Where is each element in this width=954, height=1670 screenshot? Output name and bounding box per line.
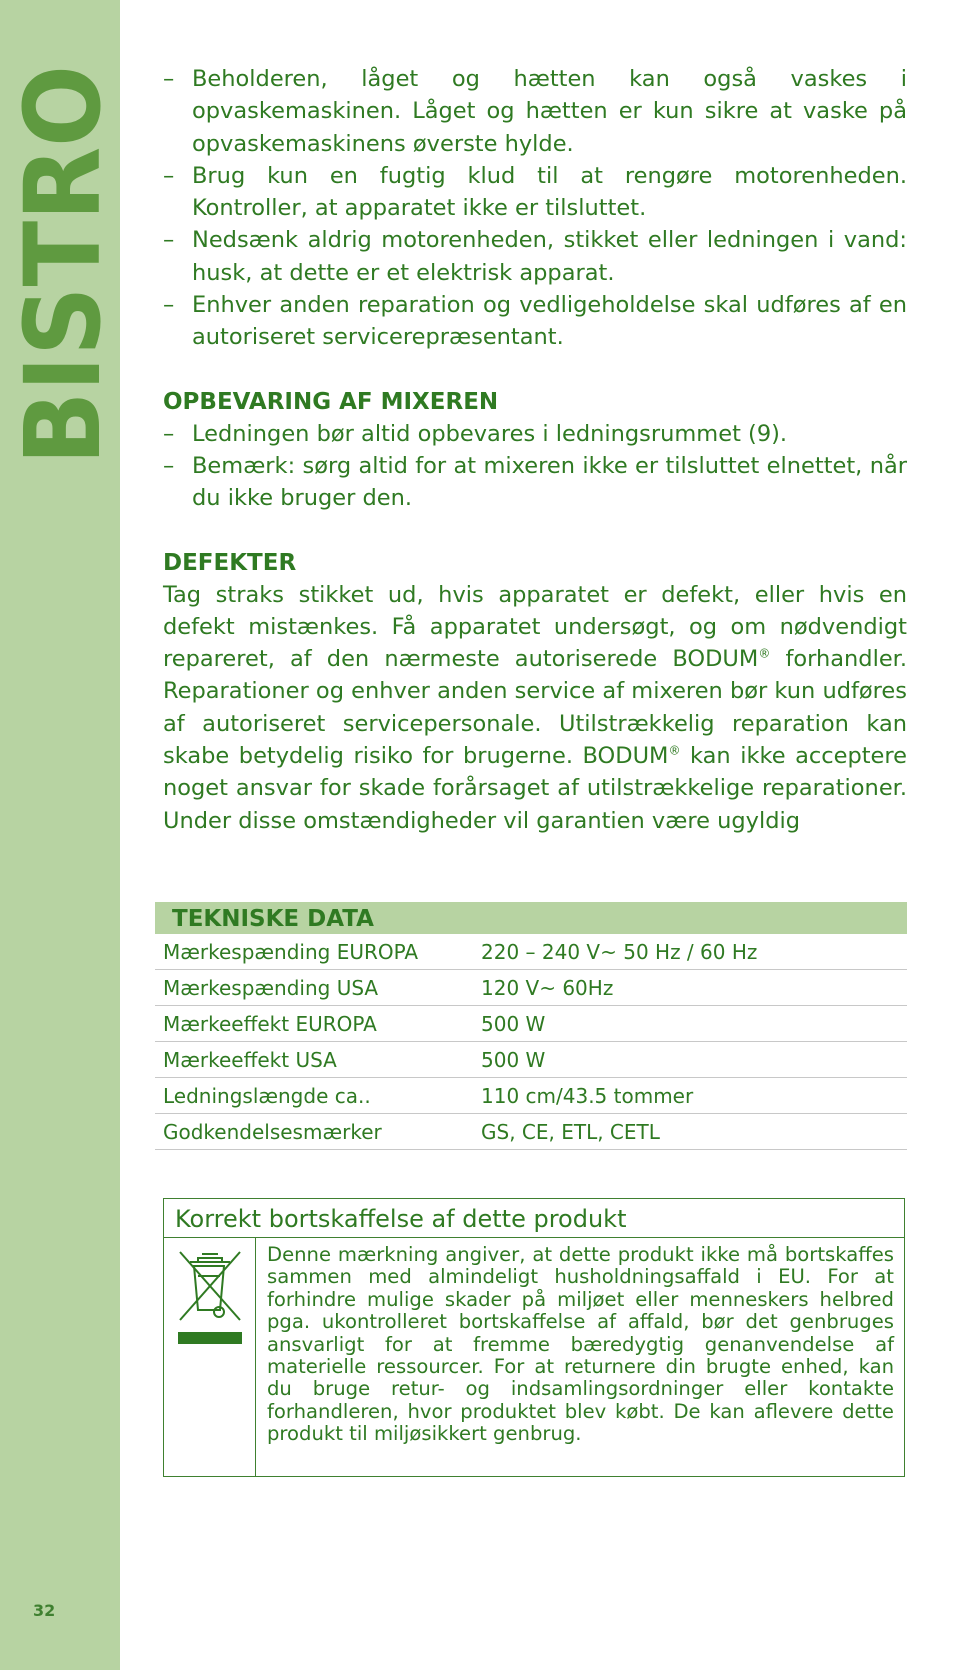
technical-data-heading: TEKNISKE DATA [155, 902, 907, 934]
spec-value: 500 W [481, 1011, 546, 1036]
defects-heading: DEFEKTER [163, 549, 297, 576]
disposal-text: Denne mærkning angiver, at dette produkt ikke må bortskaffes sammen med almindeligt husholdningsaffald i EU. For at forhindre mulige skader på miljøet eller menneskers helbred pga. ukontrolleret bortskaffelse af affald, bør det genbruges ansvarligt for at fremme bæredygtig genanvendelse af materielle ressourcer. For at returnere din brugte enhed, kan du bruge retur- og indsamlingsordninger eller kontakte forhandleren, hvor produktet blev købt. De kan aflevere dette produkt til miljøsikkert genbrug. [267, 1243, 894, 1446]
table-row [155, 934, 907, 970]
brand-logo [2, 32, 124, 467]
brand-text: BISTRO [2, 32, 124, 465]
technical-data-table [155, 902, 907, 1150]
table-row [155, 1042, 907, 1078]
sidebar [0, 0, 124, 1670]
list-item: – Brug kun en fugtig klud til at rengøre motorenheden. Kontroller, at apparatet ikke er tilsluttet. [163, 162, 907, 222]
main-content [163, 63, 907, 837]
cleaning-list [163, 63, 907, 354]
registered-mark: ® [668, 743, 681, 758]
storage-heading: OPBEVARING AF MIXEREN [163, 388, 499, 415]
table-row [155, 970, 907, 1006]
table-row [155, 1078, 907, 1114]
list-item: – Ledningen bør altid opbevares i ledningsrummet (9). [163, 420, 788, 447]
list-item: – Bemærk: sørg altid for at mixeren ikke er tilsluttet elnettet, når du ikke bruger den. [163, 452, 907, 512]
list-item: – Beholderen, låget og hætten kan også vaskes i opvaskemaskinen. Låget og hætten er kun sikre at vaske på opvaskemaskinens øverste hylde. [163, 66, 907, 157]
disposal-box [163, 1198, 905, 1477]
defects-paragraph: Tag straks stikket ud, hvis apparatet er defekt, eller hvis en defekt mistænkes. Få apparatet undersøgt, og om nødvendigt repareret, af den nærmeste autoriserede BODUM® forhandler. Reparationer og enhver anden service af mixeren bør kun udføres af autoriseret servicepersonale. Utilstrækkelig reparation kan skabe betydelig risiko for brugerne. BODUM® kan ikke acceptere noget ansvar for skade forårsaget af utilstrækkelige reparationer. Under disse omstændigheder vil garantien være ugyldig [163, 581, 908, 834]
spec-label: Mærkeeffekt USA [163, 1047, 337, 1072]
table-row [155, 1114, 907, 1150]
registered-mark: ® [758, 646, 771, 661]
spec-value: GS, CE, ETL, CETL [481, 1119, 660, 1144]
spec-label: Godkendelsesmærker [163, 1119, 382, 1144]
spec-label: Mærkeeffekt EUROPA [163, 1011, 377, 1036]
page-number: 32 [33, 1601, 56, 1620]
crossed-out-wheelie-bin-icon [164, 1238, 256, 1477]
disposal-title: Korrekt bortskaffelse af dette produkt [164, 1199, 904, 1238]
list-item: – Nedsænk aldrig motorenheden, stikket eller ledningen i vand: husk, at dette er et elektrisk apparat. [163, 227, 907, 286]
spec-value: 220 – 240 V~ 50 Hz / 60 Hz [481, 939, 758, 964]
spec-value: 120 V~ 60Hz [481, 975, 614, 1000]
list-item: – Enhver anden reparation og vedligeholdelse skal udføres af en autoriseret servicerepræsentant. [163, 292, 907, 351]
spec-value: 110 cm/43.5 tommer [481, 1083, 694, 1108]
spec-value: 500 W [481, 1047, 546, 1072]
table-row [155, 1006, 907, 1042]
spec-label: Mærkespænding EUROPA [163, 939, 419, 964]
spec-label: Ledningslængde ca.. [163, 1083, 371, 1108]
spec-label: Mærkespænding USA [163, 975, 379, 1000]
